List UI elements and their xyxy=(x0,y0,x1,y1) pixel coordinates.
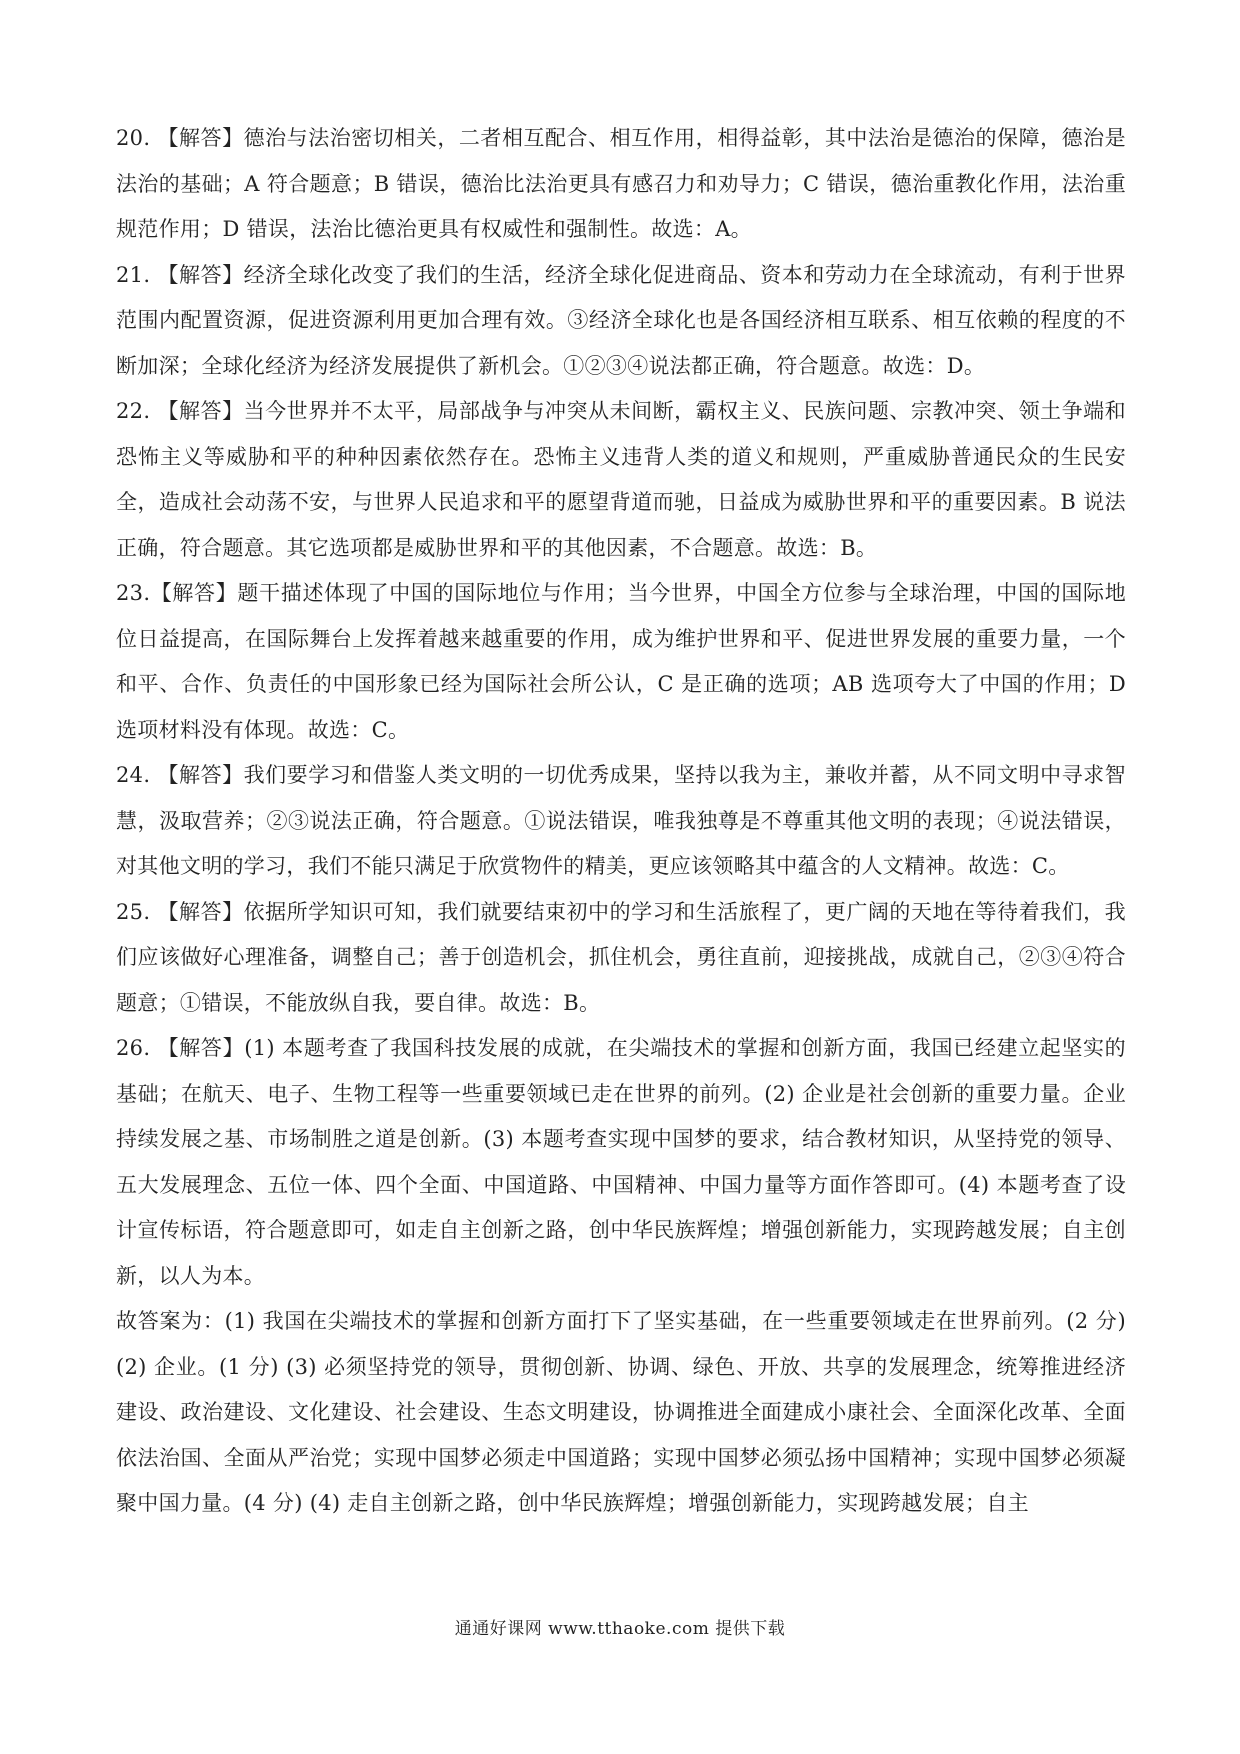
answer-24 xyxy=(116,753,1126,890)
answer-number: 26. xyxy=(116,1036,151,1060)
answer-number: 24. xyxy=(116,763,151,787)
answer-23 xyxy=(116,571,1126,753)
answer-text: 【解答】题干描述体现了中国的国际地位与作用；当今世界，中国全方位参与全球治理，中国的国际地位日益提高，在国际舞台上发挥着越来越重要的作用，成为维护世界和平、促进世界发展的重要力量，一个和平、合作、负责任的中国形象已经为国际社会所公认，C 是正确的选项；AB 选项夸大了中国的作用；D 选项材料没有体现。故选：C。 xyxy=(116,581,1126,742)
answer-text: 【解答】德治与法治密切相关，二者相互配合、相互作用，相得益彰，其中法治是德治的保障，德治是法治的基础；A 符合题意；B 错误，德治比法治更具有感召力和劝导力；C 错误，德治重教化作用，法治重规范作用；D 错误，法治比德治更具有权威性和强制性。故选：A。 xyxy=(116,126,1126,241)
answer-21 xyxy=(116,253,1126,390)
answer-number: 25. xyxy=(116,899,151,924)
answer-content xyxy=(116,116,1126,1527)
page-footer: 通通好课网 www.tthaoke.com 提供下载 xyxy=(454,1619,786,1639)
answer-number: 22. xyxy=(116,399,151,423)
answer-22 xyxy=(116,389,1126,571)
answer-25 xyxy=(116,890,1126,1027)
answer-text: 【解答】我们要学习和借鉴人类文明的一切优秀成果，坚持以我为主，兼收并蓄，从不同文明中寻求智慧，汲取营养；②③说法正确，符合题意。①说法错误，唯我独尊是不尊重其他文明的表现；④说法错误，对其他文明的学习，我们不能只满足于欣赏物件的精美，更应该领略其中蕴含的人文精神。故选：C。 xyxy=(116,763,1126,878)
answer-text: 【解答】当今世界并不太平，局部战争与冲突从未间断，霸权主义、民族问题、宗教冲突、领土争端和恐怖主义等威胁和平的种种因素依然存在。恐怖主义违背人类的道义和规则，严重威胁普通民众的生民安全，造成社会动荡不安，与世界人民追求和平的愿望背道而驰，日益成为威胁世界和平的重要因素。B 说法正确，符合题意。其它选项都是威胁世界和平的其他因素，不合题意。故选：B。 xyxy=(116,399,1126,560)
answer-26 xyxy=(116,1026,1126,1299)
answer-number: 20. xyxy=(116,126,151,150)
answer-text: 【解答】经济全球化改变了我们的生活，经济全球化促进商品、资本和劳动力在全球流动，有利于世界范围内配置资源，促进资源利用更加合理有效。③经济全球化也是各国经济相互联系、相互依赖的程度的不断加深；全球化经济为经济发展提供了新机会。①②③④说法都正确，符合题意。故选：D。 xyxy=(116,262,1126,378)
answer-number: 23. xyxy=(116,581,151,605)
answer-text: 【解答】(1) 本题考查了我国科技发展的成就，在尖端技术的掌握和创新方面，我国已经建立起坚实的基础；在航天、电子、生物工程等一些重要领域已走在世界的前列。(2) 企业是社会创新的重要力量。企业持续发展之基、市场制胜之道是创新。(3) 本题考查实现中国梦的要求，结合教材知识，从坚持党的领导、五大发展理念、五位一体、四个全面、中国道路、中国精神、中国力量等方面作答即可。(4) 本题考查了设计宣传标语，符合题意即可，如走自主创新之路，创中华民族辉煌；增强创新能力，实现跨越发展；自主创新，以人为本。 xyxy=(116,1036,1126,1288)
answer-number: 21. xyxy=(116,262,151,287)
answer-20 xyxy=(116,116,1126,253)
answer-text: 【解答】依据所学知识可知，我们就要结束初中的学习和生活旅程了，更广阔的天地在等待着我们，我们应该做好心理准备，调整自己；善于创造机会，抓住机会，勇往直前，迎接挑战，成就自己，②③④符合题意；①错误，不能放纵自我，要自律。故选：B。 xyxy=(116,899,1126,1015)
final-answer: 故答案为：(1) 我国在尖端技术的掌握和创新方面打下了坚实基础，在一些重要领域走在世界前列。(2 分) (2) 企业。(1 分) (3) 必须坚持党的领导，贯彻创新、协调、绿色、开放、共享的发展理念，统筹推进经济建设、政治建设、文化建设、社会建设、生态文明建设，协调推进全面建成小康社会、全面深化改革、全面依法治国、全面从严治党；实现中国梦必须走中国道路；实现中国梦必须弘扬中国精神；实现中国梦必须凝聚中国力量。(4 分) (4) 走自主创新之路，创中华民族辉煌；增强创新能力，实现跨越发展；自主 xyxy=(116,1309,1126,1515)
